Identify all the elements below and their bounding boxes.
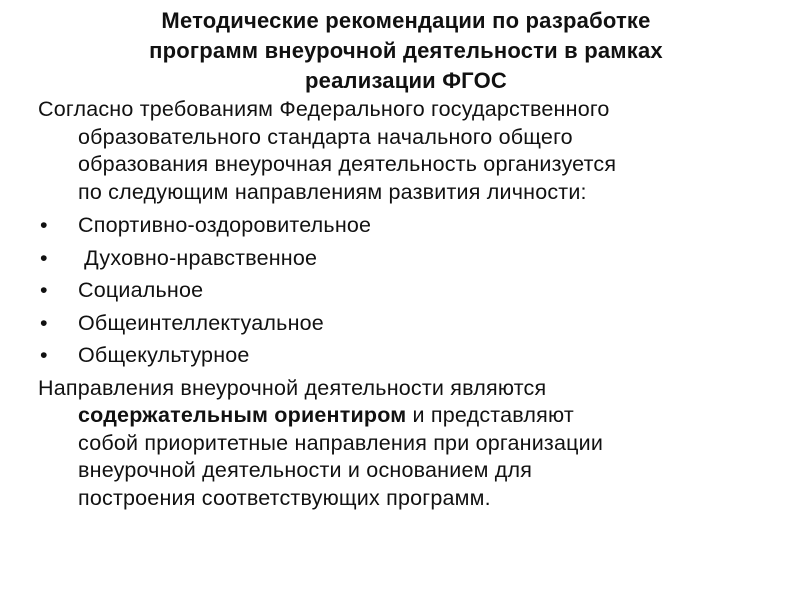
- intro-line: по следующим направлениям развития личности:: [78, 179, 587, 204]
- title-line: программ внеурочной деятельности в рамках: [149, 38, 663, 63]
- intro-line: образования внеурочная деятельность организуется: [78, 152, 617, 176]
- intro-paragraph: [38, 96, 760, 206]
- intro-line: Согласно требованиям Федерального государственного: [38, 97, 610, 121]
- direction-label: Социальное: [78, 278, 204, 302]
- bullet-icon: •: [40, 213, 48, 237]
- direction-item: [38, 212, 760, 239]
- emphasis-text: содержательным ориентиром: [78, 403, 407, 427]
- conclusion-line: построения соответствующих программ.: [78, 485, 491, 510]
- conclusion-line: собой приоритетные направления при организации: [78, 430, 604, 455]
- direction-item: [38, 245, 760, 272]
- direction-item: [38, 277, 760, 304]
- direction-label: Общеинтеллектуальное: [78, 310, 324, 335]
- slide-title: [38, 6, 760, 96]
- directions-list: [38, 212, 760, 369]
- title-line: Методические рекомендации по разработке: [161, 8, 651, 33]
- bullet-icon: •: [40, 343, 48, 367]
- conclusion-line: [78, 402, 760, 430]
- slide-body: [38, 96, 760, 512]
- direction-label: Спортивно-оздоровительное: [78, 213, 372, 237]
- title-line: реализации ФГОС: [305, 68, 507, 93]
- intro-line: образовательного стандарта начального общего: [78, 124, 573, 149]
- direction-item: [38, 342, 760, 369]
- conclusion-line: Направления внеурочной деятельности являются: [38, 375, 547, 400]
- bullet-icon: •: [40, 278, 48, 302]
- direction-label: Общекультурное: [78, 343, 250, 367]
- conclusion-paragraph: [38, 375, 760, 513]
- conclusion-line: внеурочной деятельности и основанием для: [78, 458, 533, 482]
- conclusion-text: и представляют: [406, 403, 574, 427]
- direction-item: [38, 310, 760, 337]
- direction-label: Духовно-нравственное: [78, 245, 318, 270]
- bullet-icon: •: [40, 310, 48, 335]
- bullet-icon: •: [40, 245, 48, 270]
